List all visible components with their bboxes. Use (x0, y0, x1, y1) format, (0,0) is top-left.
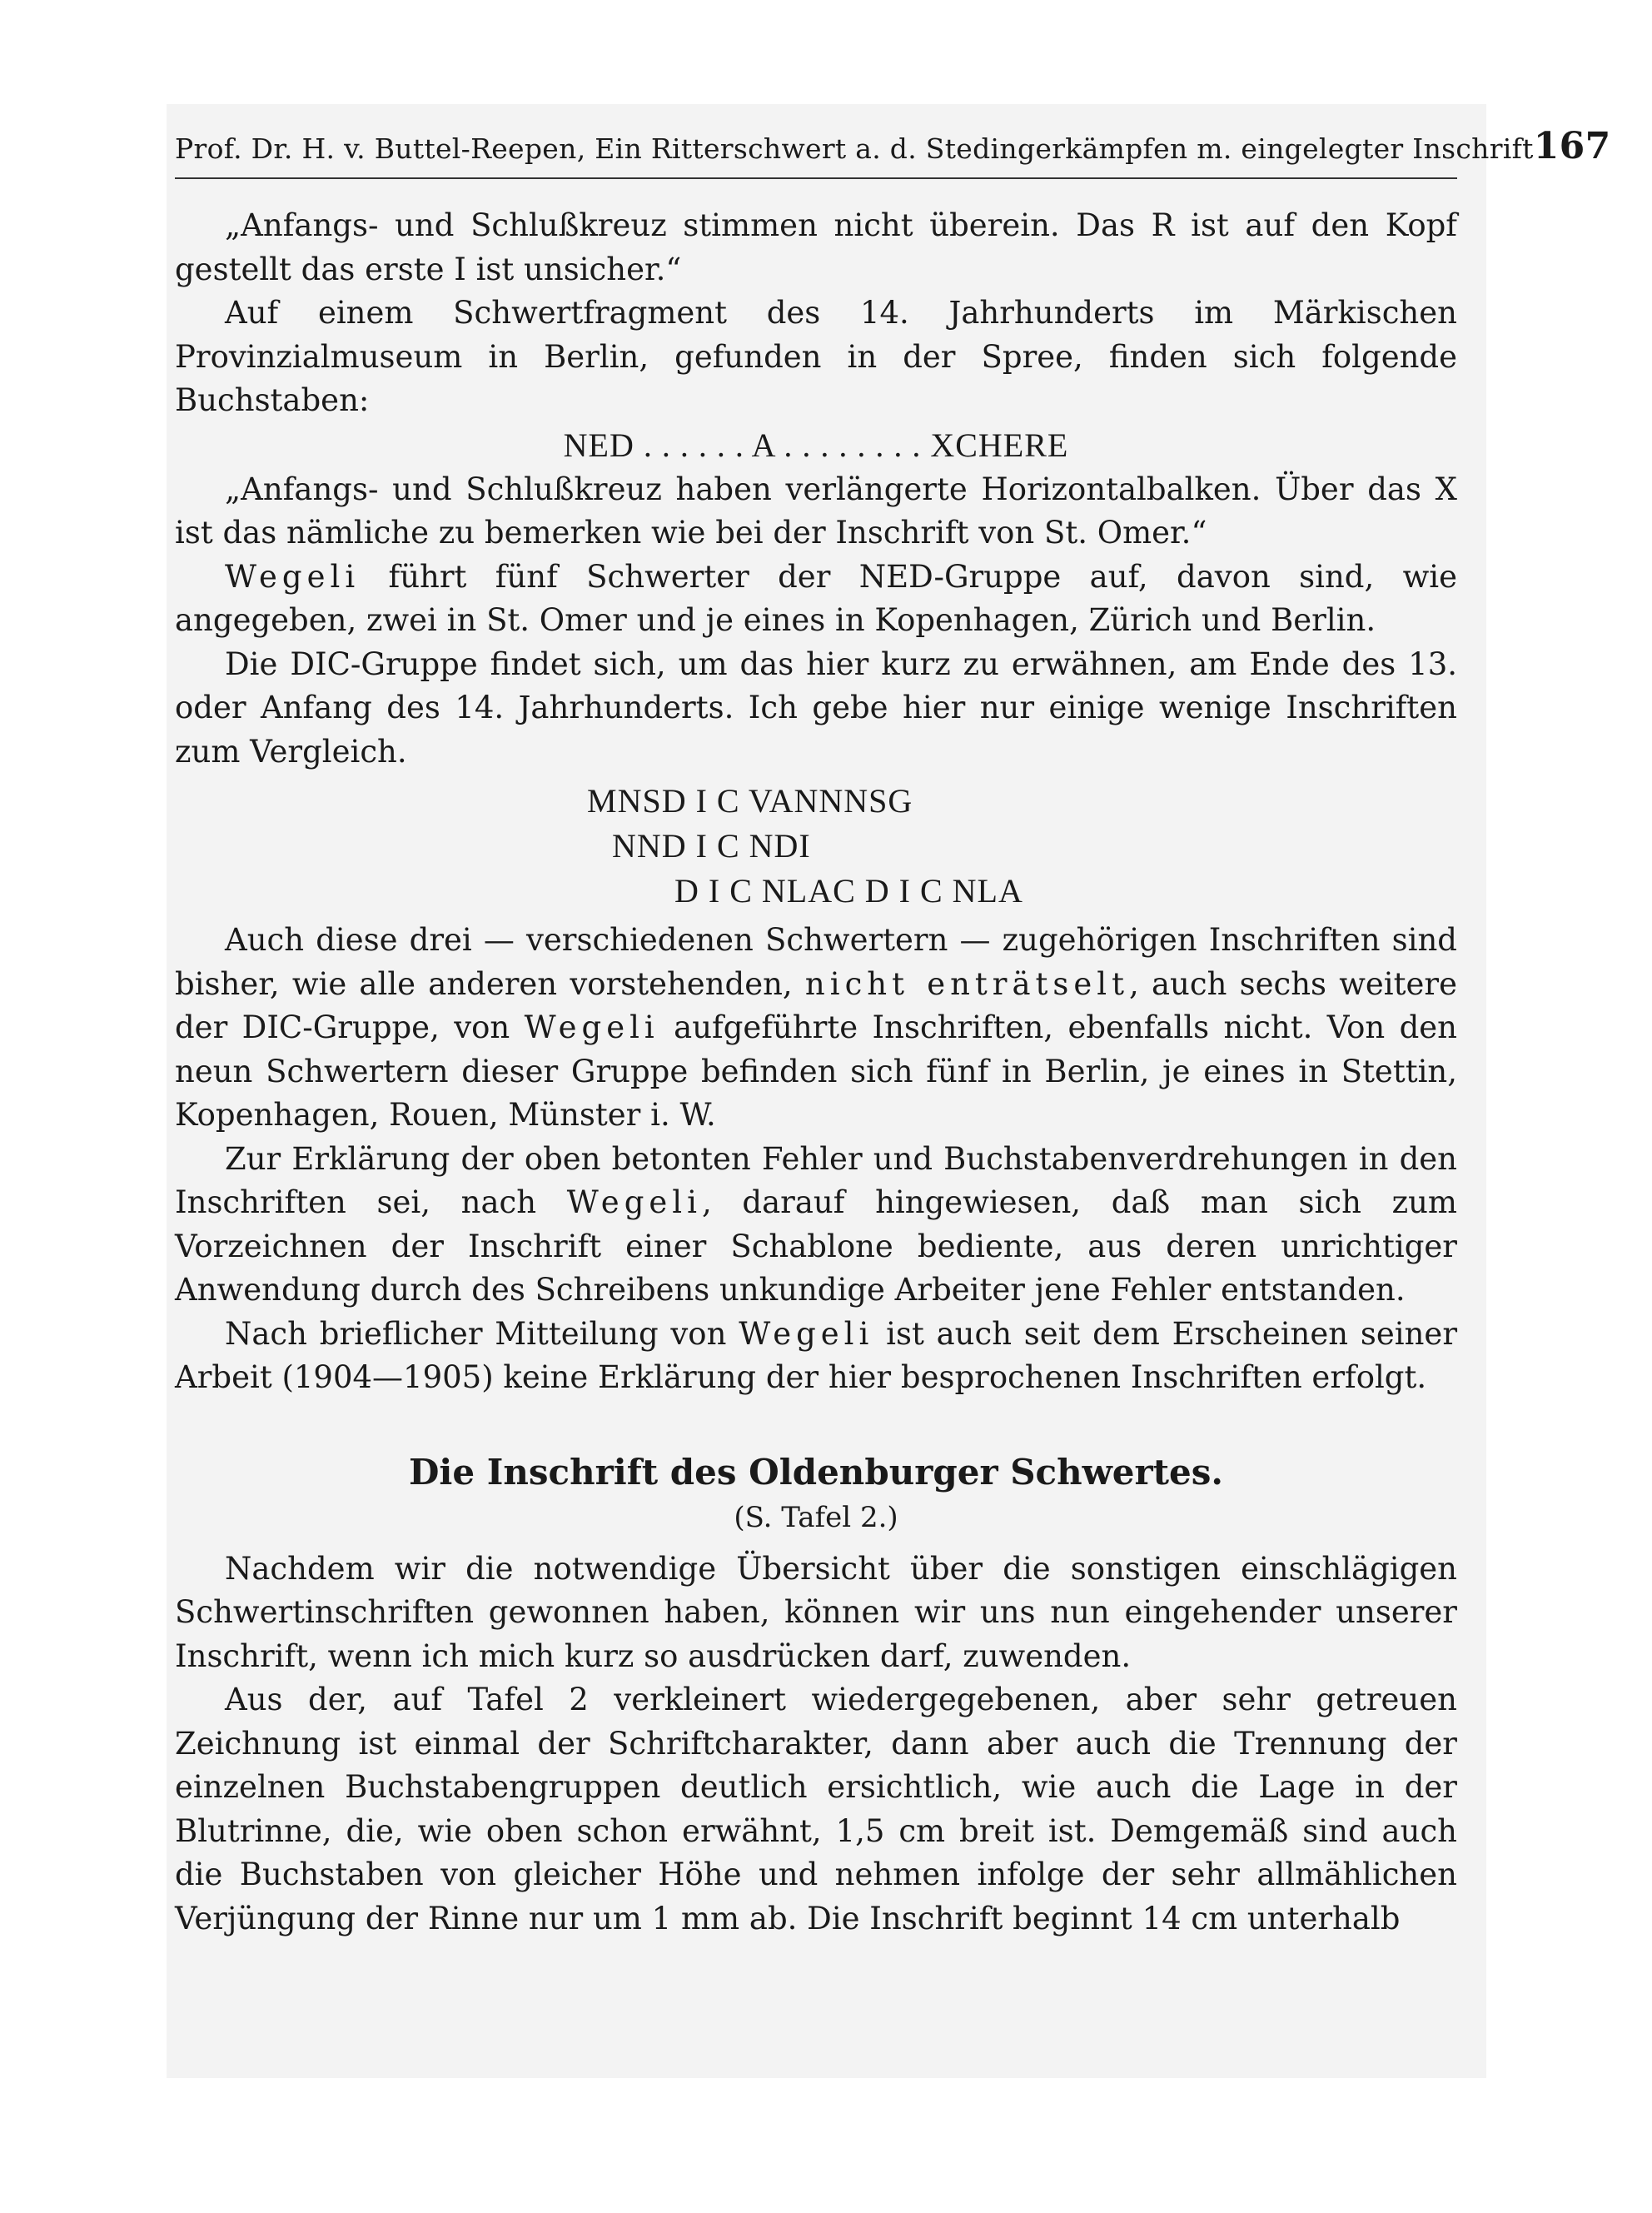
paragraph-10: Aus der, auf Tafel 2 verkleinert wiedergegebenen, aber sehr getreuen Zeichnung ist einmal der Schriftcharakter, dann aber auch die Trennung der einzelnen Buchstabengruppen deutlich ersichtlich, wie auch die Lage in der Blutrinne, die, wie oben schon erwähnt, 1,5 cm breit ist. Demgemäß sind auch die Buchstaben von gleicher Höhe und nehmen infolge der sehr allmählichen Verjüngung der Rinne nur um 1 mm ab. Die Inschrift beginnt 14 cm unterhalb (175, 1682, 1457, 1936)
paragraph-6-text-b: , auch sechs weitere der DIC-Gruppe, von (175, 965, 1457, 1045)
section-subtitle: (S. Tafel 2.) (734, 1500, 898, 1534)
running-header (175, 125, 1611, 179)
paragraph-6-text-a: Auch diese drei — verschiedenen Schwertern — zugehörigen Inschriften sind bisher, wie alle anderen vorstehenden, (175, 922, 1457, 1002)
paragraph-6 (175, 919, 1457, 1138)
paragraph-4-text: führt fünf Schwerter der NED-Gruppe auf, davon sind, wie angegeben, zwei in St. Omer und je eines in Kopenhagen, Zürich und Berlin. (175, 558, 1457, 638)
inscription-ned: NED . . . . . . A . . . . . . . . XCHERE (563, 426, 1069, 464)
paragraph-8-text-b: ist auch seit dem Erscheinen seiner Arbeit (1904—1905) keine Erklärung der hier besprochenen Inschriften erfolgt. (175, 1315, 1457, 1395)
paragraph-5: Die DIC-Gruppe findet sich, um das hier kurz zu erwähnen, am Ende des 13. oder Anfang des 14. Jahrhunderts. Ich gebe hier nur einige wenige Inschriften zum Vergleich. (175, 645, 1457, 770)
paragraph-7-text-a: Zur Erklärung der oben betonten Fehler und Buchstabenverdrehungen in den Inschriften sei, nach (175, 1140, 1457, 1220)
paragraph-2: Auf einem Schwertfragment des 14. Jahrhunderts im Märkischen Provinzialmuseum in Berlin, gefunden in der Spree, finden sich folgende Buchstaben: (175, 295, 1457, 418)
author-name-spaced: Wegeli (225, 558, 361, 595)
inscription-dic-3: D I C NLAC D I C NLA (674, 872, 1023, 910)
book-page (175, 125, 1611, 1941)
paragraph-6-text-c: aufgeführte Inschriften, ebenfalls nicht. Von den neun Schwertern dieser Gruppe befinden sich fünf in Berlin, je eines in Stettin, Kopenhagen, Rouen, Münster i. W. (175, 1009, 1457, 1133)
paragraph-7 (175, 1138, 1457, 1313)
paragraph-8 (175, 1313, 1457, 1400)
spaced-emphasis: nicht enträtselt (804, 965, 1129, 1002)
paragraph-3: „Anfangs- und Schlußkreuz haben verlängerte Horizontalbalken. Über das X ist das nämliche zu bemerken wie bei der Inschrift von St. Omer.“ (175, 471, 1457, 551)
paragraph-9: Nachdem wir die notwendige Übersicht über die sonstigen einschlägigen Schwertinschriften gewonnen haben, können wir uns nun eingehender unserer Inschrift, wenn ich mich kurz so ausdrücken darf, zuwenden. (175, 1550, 1457, 1674)
header-title: Prof. Dr. H. v. Buttel-Reepen, Ein Ritterschwert a. d. Stedingerkämpfen m. eingelegter Inschrift (175, 132, 1534, 165)
paragraph-1: „Anfangs- und Schlußkreuz stimmen nicht überein. Das R ist auf den Kopf gestellt das erste I ist unsicher.“ (175, 207, 1457, 287)
inscription-dic-2: NND I C NDI (612, 827, 811, 865)
paragraph-8-text-a: Nach brieflicher Mitteilung von (225, 1315, 739, 1352)
paragraph-7-text-b: , darauf hingewiesen, daß man sich zum Vorzeichnen der Inschrift einer Schablone bediente, aus deren unrichtiger Anwendung durch des Schreibens unkundige Arbeiter jene Fehler entstanden. (175, 1184, 1458, 1308)
section-title: Die Inschrift des Oldenburger Schwertes. (408, 1451, 1224, 1493)
paragraph-4 (175, 556, 1457, 643)
page-number: 167 (1533, 125, 1611, 167)
inscription-dic-1: MNSD I C VANNNSG (587, 782, 913, 820)
author-name-spaced: Wegeli (524, 1009, 659, 1045)
author-name-spaced: Wegeli (566, 1184, 702, 1220)
author-name-spaced: Wegeli (739, 1315, 874, 1352)
